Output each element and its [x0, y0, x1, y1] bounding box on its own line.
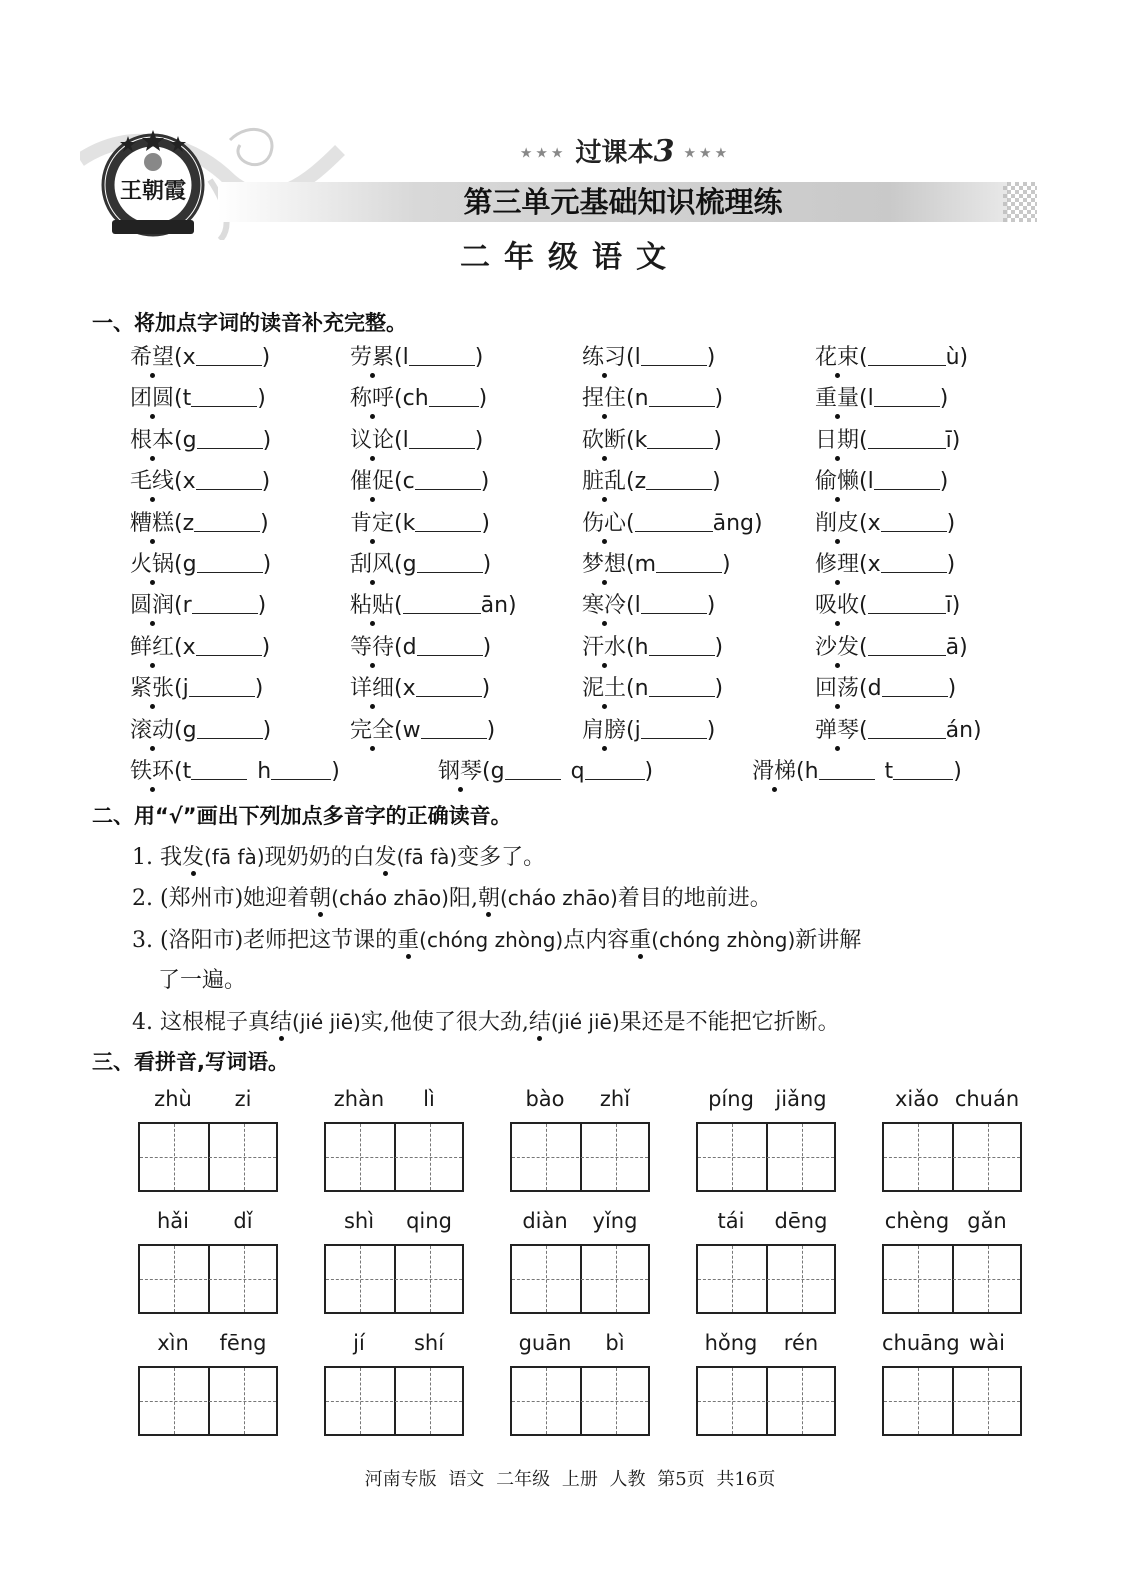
- word-char: 鲜红: [130, 633, 174, 663]
- answer-blank[interactable]: [196, 635, 262, 656]
- answer-blank[interactable]: [635, 511, 713, 532]
- answer-blank[interactable]: [868, 718, 946, 739]
- word-char: 糟糕: [130, 509, 174, 539]
- pinyin-fill-item: 等待(d ): [350, 633, 491, 663]
- answer-blank[interactable]: [196, 345, 262, 366]
- pinyin-fill-item: 脏乱(z ): [582, 467, 721, 497]
- writing-grid[interactable]: [696, 1366, 836, 1436]
- writing-grid[interactable]: [882, 1122, 1022, 1192]
- pinyin-fill-item: 肯定(k ): [350, 509, 490, 539]
- word-char: 捏住: [582, 384, 626, 414]
- answer-blank[interactable]: [881, 552, 947, 573]
- pinyin-fill-item: 糟糕(z ): [130, 509, 269, 539]
- pinyin-fill-item: 梦想(m ): [582, 550, 731, 580]
- section1-heading: 一、将加点字词的读音补充完整。: [92, 311, 407, 335]
- answer-blank[interactable]: [649, 386, 715, 407]
- writing-grid[interactable]: [696, 1244, 836, 1314]
- pinyin-fill-item: 劳累(l ): [350, 343, 483, 373]
- answer-blank[interactable]: [192, 593, 258, 614]
- answer-blank[interactable]: [656, 552, 722, 573]
- writing-grid[interactable]: [510, 1244, 650, 1314]
- pinyin-fill-item: 寒冷(l ): [582, 591, 715, 621]
- answer-blank[interactable]: [819, 759, 875, 780]
- pinyin-label: hǎi dǐ: [156, 1209, 253, 1233]
- answer-blank[interactable]: [191, 759, 247, 780]
- pinyin-fill-item: 详细(x ): [350, 674, 490, 704]
- pinyin-fill-item: 偷懒(l ): [815, 467, 948, 497]
- pinyin-label: chuāng wài: [882, 1331, 1005, 1355]
- word-char: 催促: [350, 467, 394, 497]
- writing-grid[interactable]: [510, 1366, 650, 1436]
- answer-blank[interactable]: [271, 759, 331, 780]
- section2-heading: 二、用“√”画出下列加点多音字的正确读音。: [92, 804, 512, 828]
- section3-heading: 三、看拼音,写词语。: [92, 1050, 289, 1074]
- answer-blank[interactable]: [189, 676, 255, 697]
- pinyin-fill-item: 根本(g ): [130, 426, 271, 456]
- pinyin-label: tái dēng: [717, 1209, 828, 1233]
- pinyin-fill-item: 议论(l ): [350, 426, 483, 456]
- brand-logo: [98, 128, 208, 238]
- pinyin-fill-item: 沙发( ā): [815, 633, 968, 663]
- pinyin-fill-item: 刮风(g ): [350, 550, 491, 580]
- answer-blank[interactable]: [429, 386, 479, 407]
- sentence-3-cont: 了一遍。: [158, 968, 247, 993]
- pinyin-fill-item: 砍断(k ): [582, 426, 722, 456]
- pinyin-fill-item: 捏住(n ): [582, 384, 723, 414]
- word-char: 钢琴: [438, 757, 482, 787]
- word-char: 铁环: [130, 757, 174, 787]
- pinyin-fill-item: 称呼(ch ): [350, 384, 487, 414]
- writing-grid[interactable]: [510, 1122, 650, 1192]
- series-number: 3: [653, 134, 675, 169]
- word-char: 回荡: [815, 674, 859, 704]
- answer-blank[interactable]: [881, 511, 947, 532]
- answer-blank[interactable]: [191, 386, 257, 407]
- pinyin-fill-item: 完全(w ): [350, 716, 495, 746]
- word-char: 脏乱: [582, 467, 626, 497]
- logo-text: 王朝霞: [119, 178, 186, 204]
- pinyin-fill-item: 花束( ù): [815, 343, 968, 373]
- pinyin-label: píng jiǎng: [708, 1087, 827, 1111]
- pinyin-label: chèng gǎn: [884, 1209, 1007, 1233]
- answer-blank[interactable]: [417, 635, 483, 656]
- answer-blank[interactable]: [893, 759, 953, 780]
- answer-blank[interactable]: [194, 511, 260, 532]
- word-char: 完全: [350, 716, 394, 746]
- answer-blank[interactable]: [868, 428, 946, 449]
- pinyin-fill-item: 紧张(j ): [130, 674, 263, 704]
- answer-blank[interactable]: [868, 345, 946, 366]
- pinyin-fill-item: 团圆(t ): [130, 384, 266, 414]
- word-char: 梦想: [582, 550, 626, 580]
- answer-blank[interactable]: [882, 676, 948, 697]
- word-char: 毛线: [130, 467, 174, 497]
- sentence-1: 1. 我发(fā fà)现奶奶的白发(fā fà)变多了。: [132, 840, 545, 871]
- pinyin-fill-item: 修理(x ): [815, 550, 955, 580]
- pinyin-fill-item: 圆润(r ): [130, 591, 266, 621]
- star-icon: ★★★: [519, 145, 567, 162]
- pinyin-fill-item: 钢琴(g q ): [438, 757, 653, 787]
- answer-blank[interactable]: [646, 469, 712, 490]
- word-char: 花束: [815, 343, 859, 373]
- pinyin-fill-item: 鲜红(x ): [130, 633, 270, 663]
- answer-blank[interactable]: [417, 552, 483, 573]
- pinyin-label: zhàn lì: [333, 1087, 435, 1111]
- word-char: 紧张: [130, 674, 174, 704]
- answer-blank[interactable]: [868, 635, 946, 656]
- pinyin-fill-item: 回荡(d ): [815, 674, 956, 704]
- word-char: 修理: [815, 550, 859, 580]
- word-char: 等待: [350, 633, 394, 663]
- star-icon: ★★★: [683, 145, 731, 162]
- word-char: 滚动: [130, 716, 174, 746]
- page-title: 第三单元基础知识梳理练: [463, 185, 783, 219]
- answer-blank[interactable]: [505, 759, 561, 780]
- word-char: 火锅: [130, 550, 174, 580]
- pinyin-fill-item: 日期( ī): [815, 426, 960, 456]
- word-char: 称呼: [350, 384, 394, 414]
- word-char: 议论: [350, 426, 394, 456]
- page-subtitle: 二年级语文: [460, 240, 680, 275]
- word-char: 弹琴: [815, 716, 859, 746]
- answer-blank[interactable]: [647, 428, 713, 449]
- writing-grid[interactable]: [138, 1244, 278, 1314]
- writing-grid[interactable]: [138, 1366, 278, 1436]
- pinyin-fill-item: 希望(x ): [130, 343, 270, 373]
- word-char: 希望: [130, 343, 174, 373]
- writing-grid[interactable]: [138, 1122, 278, 1192]
- writing-grid[interactable]: [324, 1366, 464, 1436]
- pinyin-label: zhù zi: [154, 1087, 252, 1111]
- word-char: 肩膀: [582, 716, 626, 746]
- answer-blank[interactable]: [197, 552, 263, 573]
- series-name: 过课本: [575, 138, 654, 168]
- word-char: 削皮: [815, 509, 859, 539]
- pinyin-fill-item: 肩膀(j ): [582, 716, 715, 746]
- word-char: 吸收: [815, 591, 859, 621]
- pinyin-fill-item: 毛线(x ): [130, 467, 270, 497]
- answer-blank[interactable]: [415, 469, 481, 490]
- answer-blank[interactable]: [196, 469, 262, 490]
- word-char: 偷懒: [815, 467, 859, 497]
- pinyin-fill-item: 汗水(h ): [582, 633, 723, 663]
- answer-blank[interactable]: [409, 428, 475, 449]
- pinyin-fill-item: 滑梯(h t ): [752, 757, 962, 787]
- word-char: 详细: [350, 674, 394, 704]
- answer-blank[interactable]: [403, 593, 481, 614]
- answer-blank[interactable]: [416, 676, 482, 697]
- writing-grid[interactable]: [324, 1122, 464, 1192]
- word-char: 汗水: [582, 633, 626, 663]
- pinyin-label: shì qing: [343, 1209, 452, 1233]
- word-char: 重量: [815, 384, 859, 414]
- word-char: 团圆: [130, 384, 174, 414]
- answer-blank[interactable]: [649, 676, 715, 697]
- pinyin-fill-item: 粘贴( ān): [350, 591, 517, 621]
- page-footer: 河南专版 语文 二年级 上册 人教 第5页 共16页: [364, 1469, 776, 1490]
- sentence-4: 4. 这根棍子真结(jié jiē)实,他使了很大劲,结(jié jiē)果还是不能把它折断。: [132, 1005, 840, 1036]
- pinyin-label: hǒng rén: [704, 1331, 819, 1355]
- sentence-2: 2. (郑州市)她迎着朝(cháo zhāo)阳,朝(cháo zhāo)着目的地前进。: [132, 881, 772, 912]
- series-label: [500, 132, 750, 169]
- pinyin-label: xìn fēng: [157, 1331, 267, 1355]
- word-char: 粘贴: [350, 591, 394, 621]
- word-char: 砍断: [582, 426, 626, 456]
- writing-grid[interactable]: [882, 1366, 1022, 1436]
- writing-grid[interactable]: [324, 1244, 464, 1314]
- answer-blank[interactable]: [585, 759, 645, 780]
- answer-blank[interactable]: [874, 469, 940, 490]
- pinyin-label: guān bì: [518, 1331, 625, 1355]
- word-char: 泥土: [582, 674, 626, 704]
- answer-blank[interactable]: [415, 511, 481, 532]
- writing-grid[interactable]: [696, 1122, 836, 1192]
- answer-blank[interactable]: [641, 593, 707, 614]
- answer-blank[interactable]: [641, 345, 707, 366]
- word-char: 圆润: [130, 591, 174, 621]
- word-char: 劳累: [350, 343, 394, 373]
- word-char: 日期: [815, 426, 859, 456]
- pinyin-label: bào zhǐ: [525, 1087, 631, 1111]
- answer-blank[interactable]: [421, 718, 487, 739]
- answer-blank[interactable]: [641, 718, 707, 739]
- word-char: 肯定: [350, 509, 394, 539]
- pinyin-fill-item: 吸收( ī): [815, 591, 960, 621]
- word-char: 沙发: [815, 633, 859, 663]
- pinyin-label: diàn yǐng: [522, 1209, 638, 1233]
- pinyin-fill-item: 铁环(t h ): [130, 757, 340, 787]
- word-char: 练习: [582, 343, 626, 373]
- pinyin-fill-item: 催促(c ): [350, 467, 489, 497]
- answer-blank[interactable]: [409, 345, 475, 366]
- pinyin-fill-item: 弹琴( án): [815, 716, 982, 746]
- pinyin-fill-item: 伤心( āng): [582, 509, 763, 539]
- word-char: 刮风: [350, 550, 394, 580]
- pinyin-fill-item: 重量(l ): [815, 384, 948, 414]
- answer-blank[interactable]: [197, 718, 263, 739]
- sentence-3: 3. (洛阳市)老师把这节课的重(chóng zhòng)点内容重(chóng zhòng)新讲解: [132, 923, 861, 954]
- writing-grid[interactable]: [882, 1244, 1022, 1314]
- word-char: 滑梯: [752, 757, 796, 787]
- answer-blank[interactable]: [874, 386, 940, 407]
- answer-blank[interactable]: [649, 635, 715, 656]
- word-char: 寒冷: [582, 591, 626, 621]
- pinyin-fill-item: 削皮(x ): [815, 509, 955, 539]
- pinyin-fill-item: 泥土(n ): [582, 674, 723, 704]
- pinyin-label: xiǎo chuán: [895, 1087, 1020, 1111]
- word-char: 伤心: [582, 509, 626, 539]
- answer-blank[interactable]: [197, 428, 263, 449]
- word-char: 根本: [130, 426, 174, 456]
- pinyin-fill-item: 滚动(g ): [130, 716, 271, 746]
- pinyin-fill-item: 练习(l ): [582, 343, 715, 373]
- answer-blank[interactable]: [868, 593, 946, 614]
- pinyin-fill-item: 火锅(g ): [130, 550, 271, 580]
- pinyin-label: jí shí: [353, 1331, 445, 1355]
